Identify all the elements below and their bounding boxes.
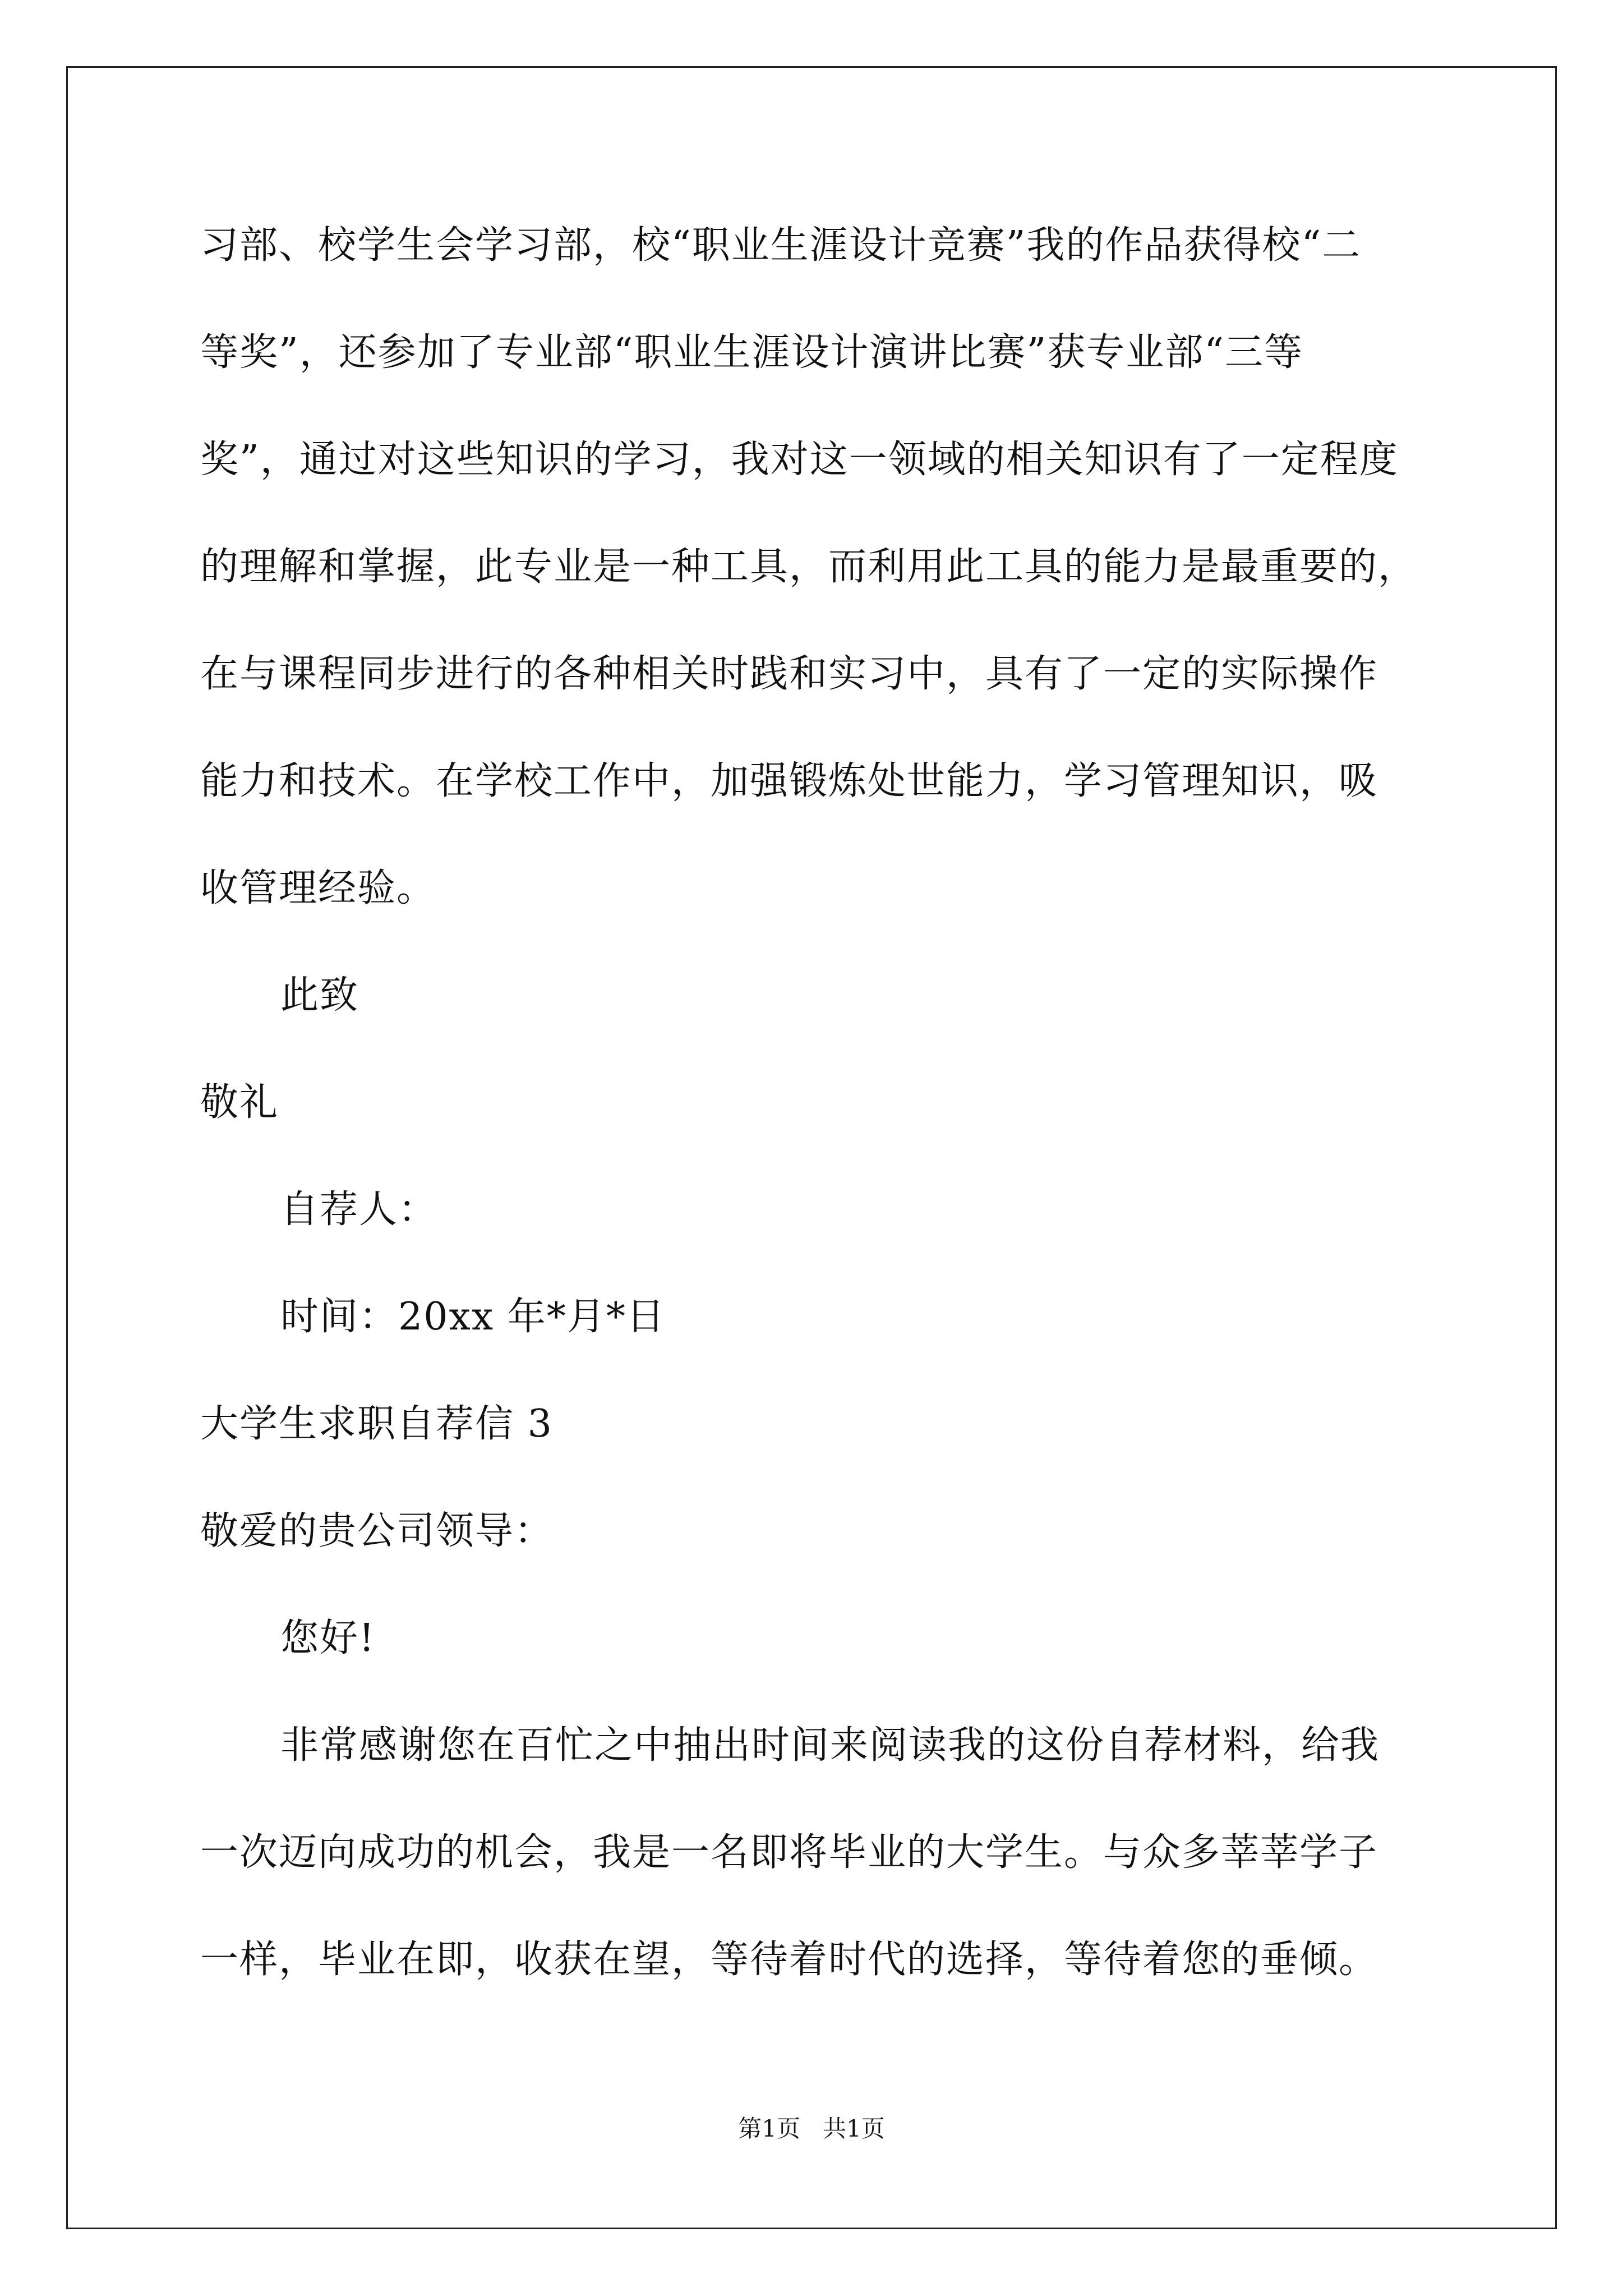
closing-salutation: 此致 (280, 973, 359, 1018)
body-line-8: 非常感谢您在百忙之中抽出时间来阅读我的这份自荐材料，给我 (280, 1723, 1380, 1768)
body-line-5: 在与课程同步进行的各种相关时践和实习中，具有了一定的实际操作 (200, 652, 1378, 696)
body-line-3: 奖”，通过对这些知识的学习，我对这一领域的相关知识有了一定程度 (200, 438, 1399, 482)
body-line-10: 一样，毕业在即，收获在望，等待着时代的选择，等待着您的垂倾。 (200, 1938, 1378, 1982)
signature-label: 自荐人： (280, 1188, 438, 1232)
date-line: 时间：20xx 年*月*日 (280, 1295, 666, 1339)
greeting-hello: 您好! (280, 1616, 376, 1660)
greeting-recipient: 敬爱的贵公司领导： (200, 1509, 554, 1553)
closing-respect: 敬礼 (200, 1080, 279, 1125)
body-line-1: 习部、校学生会学习部，校“职业生涯设计竞赛”我的作品获得校“二 (200, 223, 1362, 268)
body-line-2: 等奖”，还参加了专业部“职业生涯设计演讲比赛”获专业部“三等 (200, 330, 1304, 375)
page-footer: 第1页 共1页 (738, 2115, 885, 2142)
page-border (66, 66, 1557, 2229)
body-line-9: 一次迈向成功的机会，我是一名即将毕业的大学生。与众多莘莘学子 (200, 1830, 1378, 1875)
body-line-6: 能力和技术。在学校工作中，加强锻炼处世能力，学习管理知识，吸 (200, 759, 1378, 803)
body-line-4: 的理解和掌握，此专业是一种工具，而利用此工具的能力是最重要的， (200, 545, 1418, 589)
body-line-7: 收管理经验。 (200, 866, 436, 910)
section-heading: 大学生求职自荐信 3 (200, 1402, 553, 1446)
